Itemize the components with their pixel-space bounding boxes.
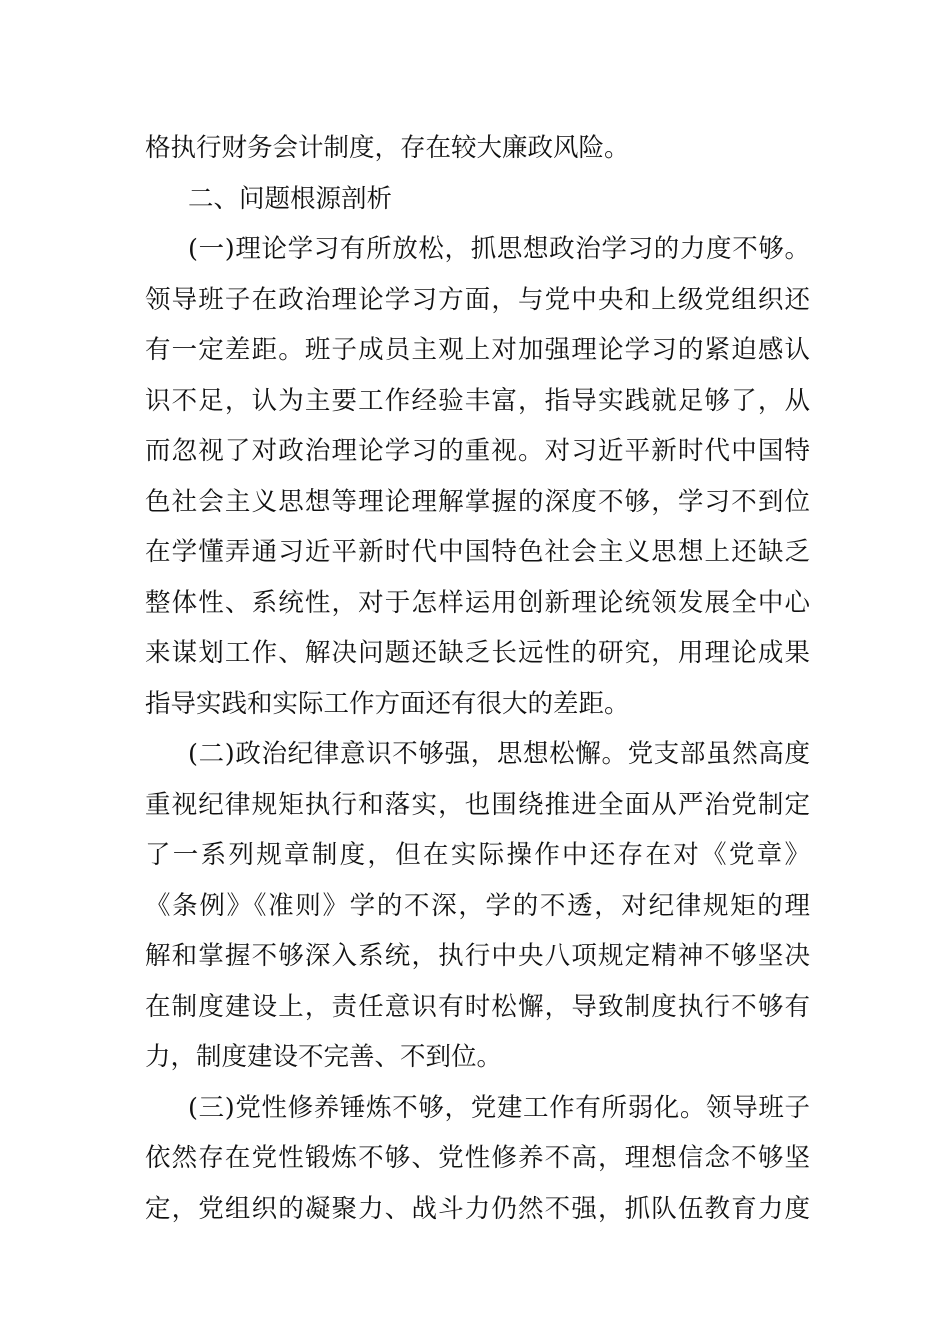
section-heading: 二、问题根源剖析 (188, 183, 393, 214)
text-line: 有一定差距。班子成员主观上对加强理论学习的紧迫感认 (145, 335, 810, 365)
text-line: 格执行财务会计制度，存在较大廉政风险。 (145, 133, 630, 163)
text-line: 重视纪律规矩执行和落实，也围绕推进全面从严治党制定 (145, 789, 810, 820)
text-line: 在制度建设上，责任意识有时松懈，导致制度执行不够有 (145, 991, 810, 1022)
text-line: 了一系列规章制度，但在实际操作中还存在对《党章》 (145, 840, 810, 870)
text-line: 而忽视了对政治理论学习的重视。对习近平新时代中国特 (145, 436, 810, 466)
text-line: 定，党组织的凝聚力、战斗力仍然不强，抓队伍教育力度 (145, 1193, 810, 1224)
subsection-heading: (一)理论学习有所放松，抓思想政治学习的力度不够。 (188, 234, 810, 264)
text-line: 解和掌握不够深入系统，执行中央八项规定精神不够坚决 (145, 941, 810, 971)
subsection-heading: (二)政治纪律意识不够强，思想松懈。党支部虽然高度 (188, 739, 810, 769)
text-line: 领导班子在政治理论学习方面，与党中央和上级党组织还 (145, 284, 810, 315)
document-body (145, 123, 810, 1234)
text-line: 力，制度建设不完善、不到位。 (145, 1042, 503, 1072)
text-line: 指导实践和实际工作方面还有很大的差距。 (145, 688, 630, 719)
text-line: 依然存在党性锻炼不够、党性修养不高，理想信念不够坚 (145, 1143, 810, 1173)
text-line: 《条例》《准则》学的不深，学的不透，对纪律规矩的理 (145, 890, 810, 921)
subsection-heading: (三)党性修养锤炼不够，党建工作有所弱化。领导班子 (188, 1092, 810, 1123)
text-line: 识不足，认为主要工作经验丰富，指导实践就足够了，从 (145, 385, 810, 416)
text-line: 来谋划工作、解决问题还缺乏长远性的研究，用理论成果 (145, 638, 810, 668)
text-line: 色社会主义思想等理论理解掌握的深度不够，学习不到位 (145, 486, 810, 517)
text-line: 整体性、系统性，对于怎样运用创新理论统领发展全中心 (145, 587, 810, 618)
text-line: 在学懂弄通习近平新时代中国特色社会主义思想上还缺乏 (145, 537, 810, 567)
